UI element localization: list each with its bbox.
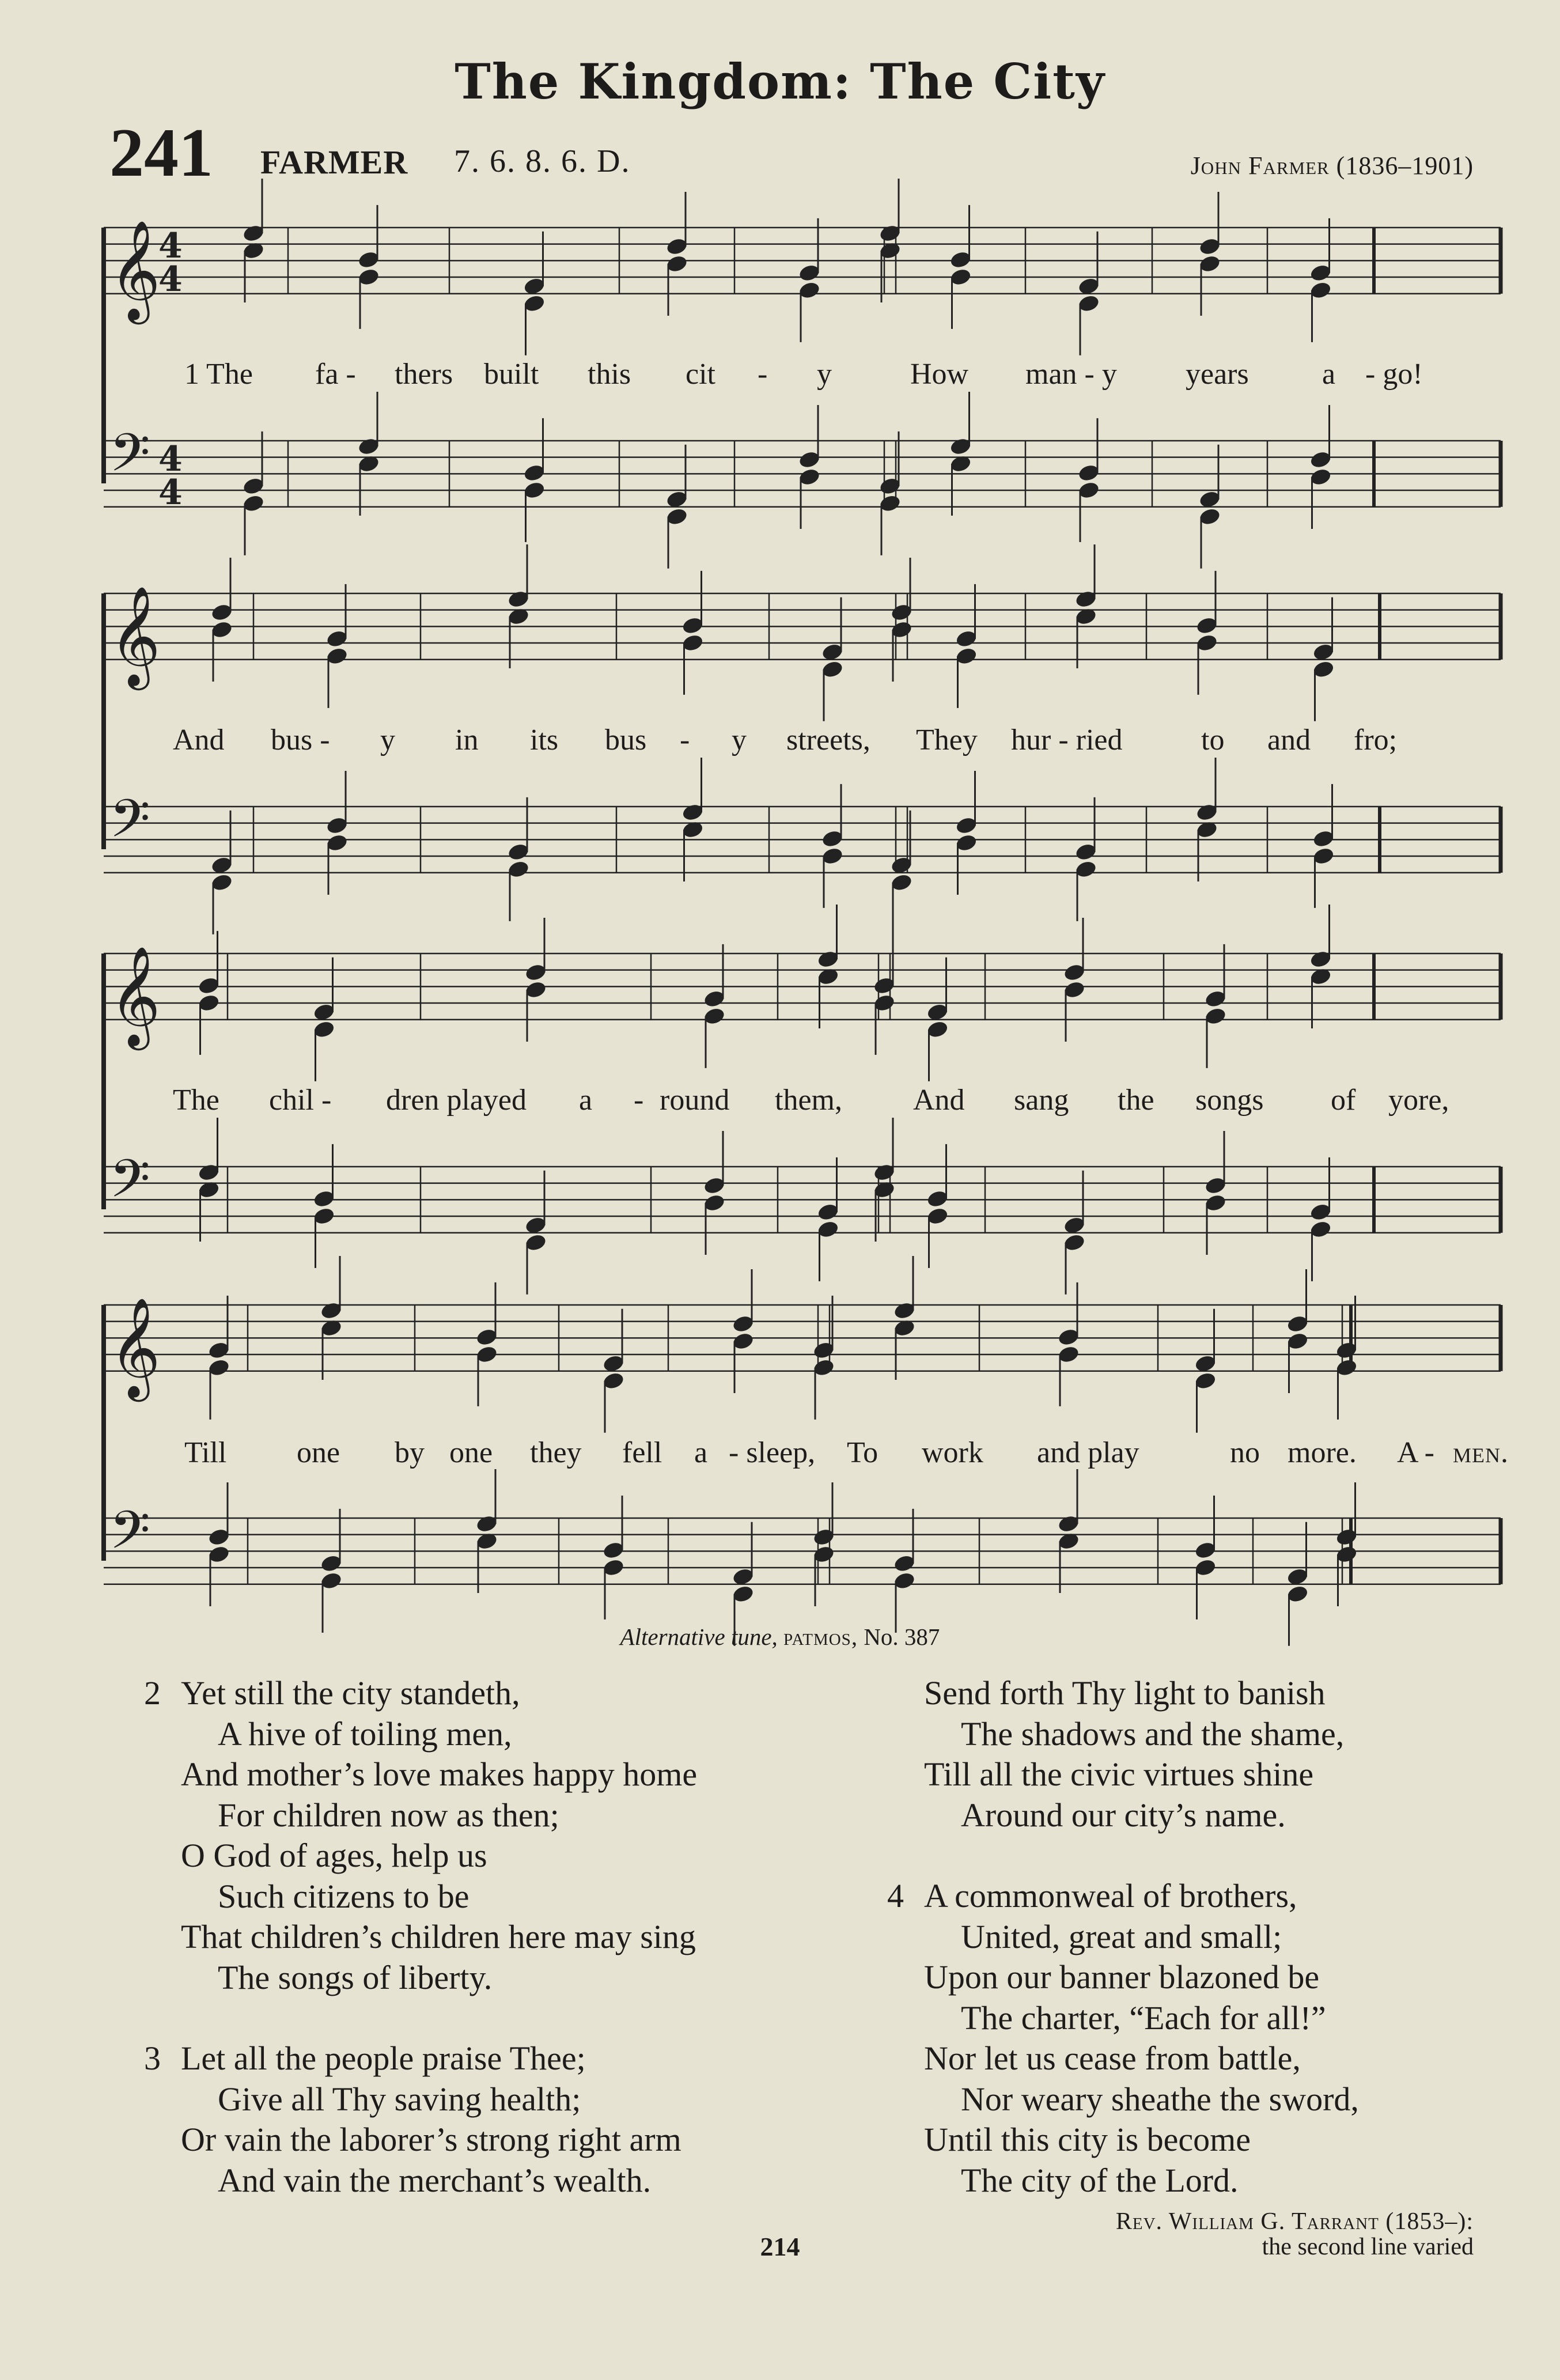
- lyric-syllable: a: [579, 1084, 593, 1117]
- lyric-syllable: built: [484, 358, 539, 391]
- lyric-syllable: one: [449, 1436, 493, 1469]
- verse-3-continued: Send forth Thy light to banish The shadows and the shame, Till all the civic virtues shine Around our city’s name.: [924, 1674, 1345, 1834]
- lyric-syllable: To: [847, 1436, 879, 1469]
- attribution: Rev. William G. Tarrant (1853–): the second line varied: [1115, 2208, 1474, 2260]
- lyric-syllable: songs: [1195, 1084, 1264, 1117]
- lyric-syllable: to: [1201, 724, 1225, 756]
- lyric-syllable: - sleep,: [729, 1436, 816, 1469]
- alternative-tune-note: Alternative tune, patmos, No. 387: [620, 1624, 940, 1650]
- time-signature-bottom: 4: [158, 472, 183, 513]
- lyric-syllable: - go!: [1365, 358, 1423, 391]
- lyric-syllable: in: [455, 724, 479, 756]
- lyric-syllable: this: [588, 358, 631, 391]
- lyric-syllable: fa -: [315, 358, 356, 391]
- lyric-syllable: And: [913, 1084, 965, 1117]
- lyric-syllable: the: [1118, 1084, 1154, 1117]
- section-title: The Kingdom: The City: [455, 53, 1105, 110]
- lyric-syllable: How: [910, 358, 969, 391]
- time-signature-top: 4: [158, 439, 183, 479]
- lyric-syllable: thers: [395, 358, 453, 391]
- bass-clef: 𝄢: [109, 1500, 150, 1573]
- bass-clef: 𝄢: [109, 788, 150, 862]
- lyric-syllable: cit: [686, 358, 715, 391]
- lyric-syllable: bus -: [271, 724, 330, 756]
- lyric-syllable: 1 The: [184, 358, 253, 391]
- lyric-syllable: -: [680, 724, 690, 756]
- verse-2: 2 Yet still the city standeth, A hive of toiling men, And mother’s love makes happy home For children now as then; O God of ages, help us Such citizens to be That children’s children here may sing The songs of liberty.: [144, 1674, 698, 1996]
- lyric-syllable: and: [1267, 724, 1311, 756]
- lyric-syllable: They: [916, 724, 978, 756]
- lyric-syllable: streets,: [786, 724, 870, 756]
- lyrics-line-2: [104, 723, 1498, 758]
- verse-3: 3 Let all the people praise Thee; Give all Thy saving health; Or vain the laborer’s strong right arm And vain the merchant’s wealth.: [144, 2040, 681, 2199]
- lyric-syllable: and play: [1037, 1436, 1139, 1469]
- lyric-syllable: one: [297, 1436, 340, 1469]
- verses-right-column: [887, 1673, 1359, 2201]
- lyric-syllable: no: [1230, 1436, 1260, 1469]
- bass-clef: 𝄢: [109, 422, 150, 496]
- lyric-syllable: The: [173, 1084, 219, 1117]
- lyric-syllable: hur - ried: [1011, 724, 1123, 756]
- lyric-syllable: -: [634, 1084, 644, 1117]
- treble-clef: 𝄞: [109, 1297, 161, 1398]
- lyrics-line-3: [104, 1083, 1498, 1118]
- time-signature-top: 4: [158, 226, 183, 266]
- lyric-syllable: y: [380, 724, 395, 756]
- lyric-syllable: yore,: [1388, 1084, 1449, 1117]
- lyric-syllable: more.: [1288, 1436, 1357, 1469]
- lyric-syllable: years: [1186, 358, 1249, 391]
- verse-number: 2: [144, 1674, 161, 1712]
- lyric-syllable: men.: [1453, 1436, 1509, 1469]
- lyric-syllable: work: [922, 1436, 983, 1469]
- lyric-syllable: sang: [1014, 1084, 1069, 1117]
- lyrics-line-4: [104, 1436, 1509, 1470]
- lyric-syllable: -: [758, 358, 768, 391]
- lyric-syllable: round: [660, 1084, 730, 1117]
- lyric-syllable: y: [817, 358, 832, 391]
- treble-clef: 𝄞: [109, 220, 161, 320]
- lyric-syllable: Till: [184, 1436, 227, 1469]
- page-number: 214: [760, 2232, 800, 2261]
- lyric-syllable: fell: [622, 1436, 662, 1469]
- time-signature-bottom: 4: [158, 259, 183, 300]
- verses-left-column: [144, 1673, 697, 2201]
- treble-clef: 𝄞: [109, 945, 161, 1046]
- lyric-syllable: chil -: [269, 1084, 332, 1117]
- lyric-syllable: of: [1331, 1084, 1356, 1117]
- lyric-syllable: And: [173, 724, 225, 756]
- lyric-syllable: y: [732, 724, 747, 756]
- verse-4: 4 A commonweal of brothers, United, great and small; Upon our banner blazoned be The charter, “Each for all!” Nor let us cease from battle, Nor weary sheathe the sword, Until this city is become The city of the Lord.: [887, 1877, 1359, 2199]
- lyric-syllable: by: [395, 1436, 425, 1469]
- lyric-syllable: they: [530, 1436, 582, 1469]
- meter: 7. 6. 8. 6. D.: [454, 143, 631, 179]
- lyric-syllable: bus: [605, 724, 647, 756]
- treble-clef: 𝄞: [109, 585, 161, 686]
- hymn-number: 241: [109, 114, 213, 191]
- verse-number: 4: [887, 1877, 904, 1914]
- lyric-syllable: dren played: [386, 1084, 527, 1117]
- lyric-syllable: fro;: [1354, 724, 1398, 756]
- lyric-syllable: a: [694, 1436, 708, 1469]
- verse-number: 3: [144, 2040, 161, 2077]
- lyric-syllable: A -: [1397, 1436, 1434, 1469]
- tune-name: FARMER: [260, 143, 408, 181]
- lyric-syllable: its: [530, 724, 559, 756]
- bass-clef: 𝄢: [109, 1148, 150, 1222]
- lyric-syllable: them,: [775, 1084, 842, 1117]
- lyric-syllable: man - y: [1025, 358, 1117, 391]
- lyrics-line-1: [104, 357, 1498, 392]
- lyric-syllable: a: [1322, 358, 1336, 391]
- composer: John Farmer (1836–1901): [1190, 152, 1474, 180]
